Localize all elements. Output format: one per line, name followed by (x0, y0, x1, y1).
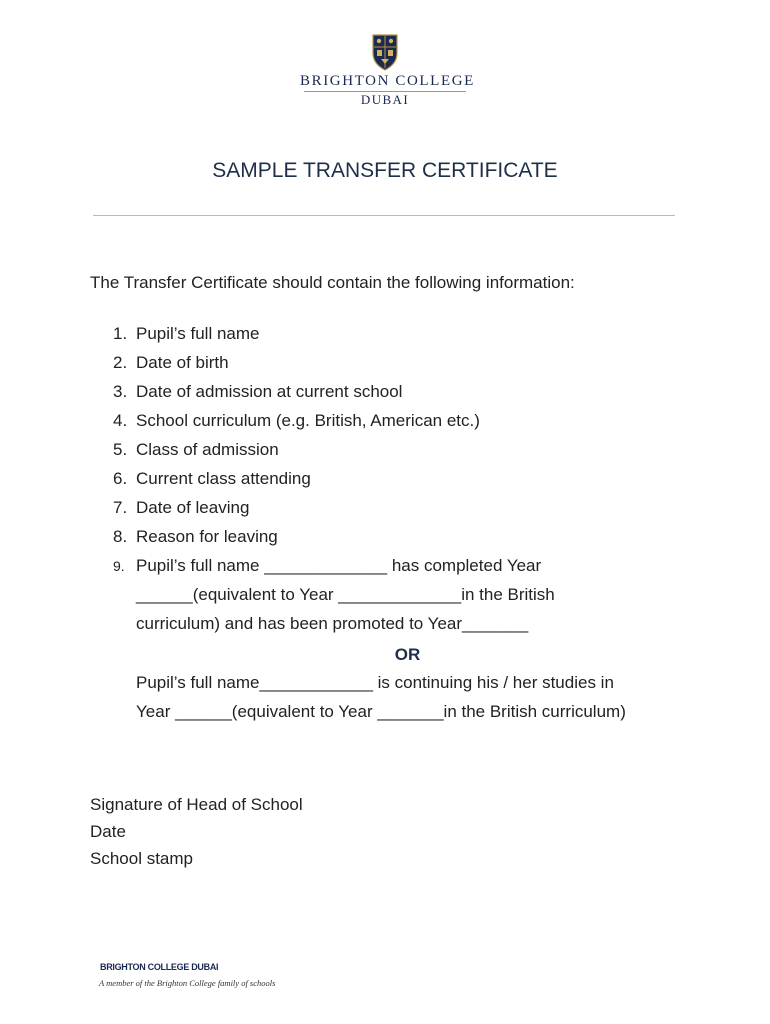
list-item-text: Date of leaving (136, 498, 250, 517)
list-item-number: 5. (113, 440, 128, 459)
signature-label: Signature of Head of School (90, 795, 303, 814)
or-separator: OR (394, 645, 421, 664)
list-item-number: 4. (113, 411, 128, 430)
intro-text: The Transfer Certificate should contain the following information: (90, 273, 575, 292)
alternative-text: Year ______(equivalent to Year _______in the British curriculum) (136, 702, 626, 721)
footer-tagline: A member of the Brighton College family of schools (99, 978, 276, 988)
list-item-text: School curriculum (e.g. British, American etc.) (136, 411, 480, 430)
list-item-number: 7. (113, 498, 128, 517)
school-stamp-label: School stamp (90, 849, 193, 868)
date-label: Date (90, 822, 126, 841)
brand-name: BRIGHTON COLLEGE (300, 73, 475, 89)
list-item-number: 3. (113, 382, 128, 401)
alternative-text: Pupil’s full name____________ is continuing his / her studies in (136, 673, 614, 692)
list-item-text: Date of birth (136, 353, 229, 372)
school-crest-icon (371, 33, 399, 71)
list-item-text: curriculum) and has been promoted to Year_______ (136, 614, 529, 633)
list-item-number: 1. (113, 324, 128, 343)
document-title: SAMPLE TRANSFER CERTIFICATE (212, 159, 558, 182)
list-item-number: 8. (113, 527, 128, 546)
list-item-text: Pupil’s full name _____________ has completed Year (136, 556, 542, 575)
list-item-number: 6. (113, 469, 128, 488)
list-item-text: Date of admission at current school (136, 382, 403, 401)
brand-city: DUBAI (360, 92, 410, 107)
footer-brand: BRIGHTON COLLEGE DUBAI (100, 962, 219, 972)
list-item-text: Reason for leaving (136, 527, 278, 546)
list-item-number: 9. (113, 558, 125, 574)
list-item-text: Class of admission (136, 440, 279, 459)
list-item-number: 2. (113, 353, 128, 372)
list-item-text: Current class attending (136, 469, 311, 488)
list-item-text: ______(equivalent to Year _____________in the British (136, 585, 555, 604)
list-item-text: Pupil’s full name (136, 324, 260, 343)
title-divider (93, 215, 675, 216)
